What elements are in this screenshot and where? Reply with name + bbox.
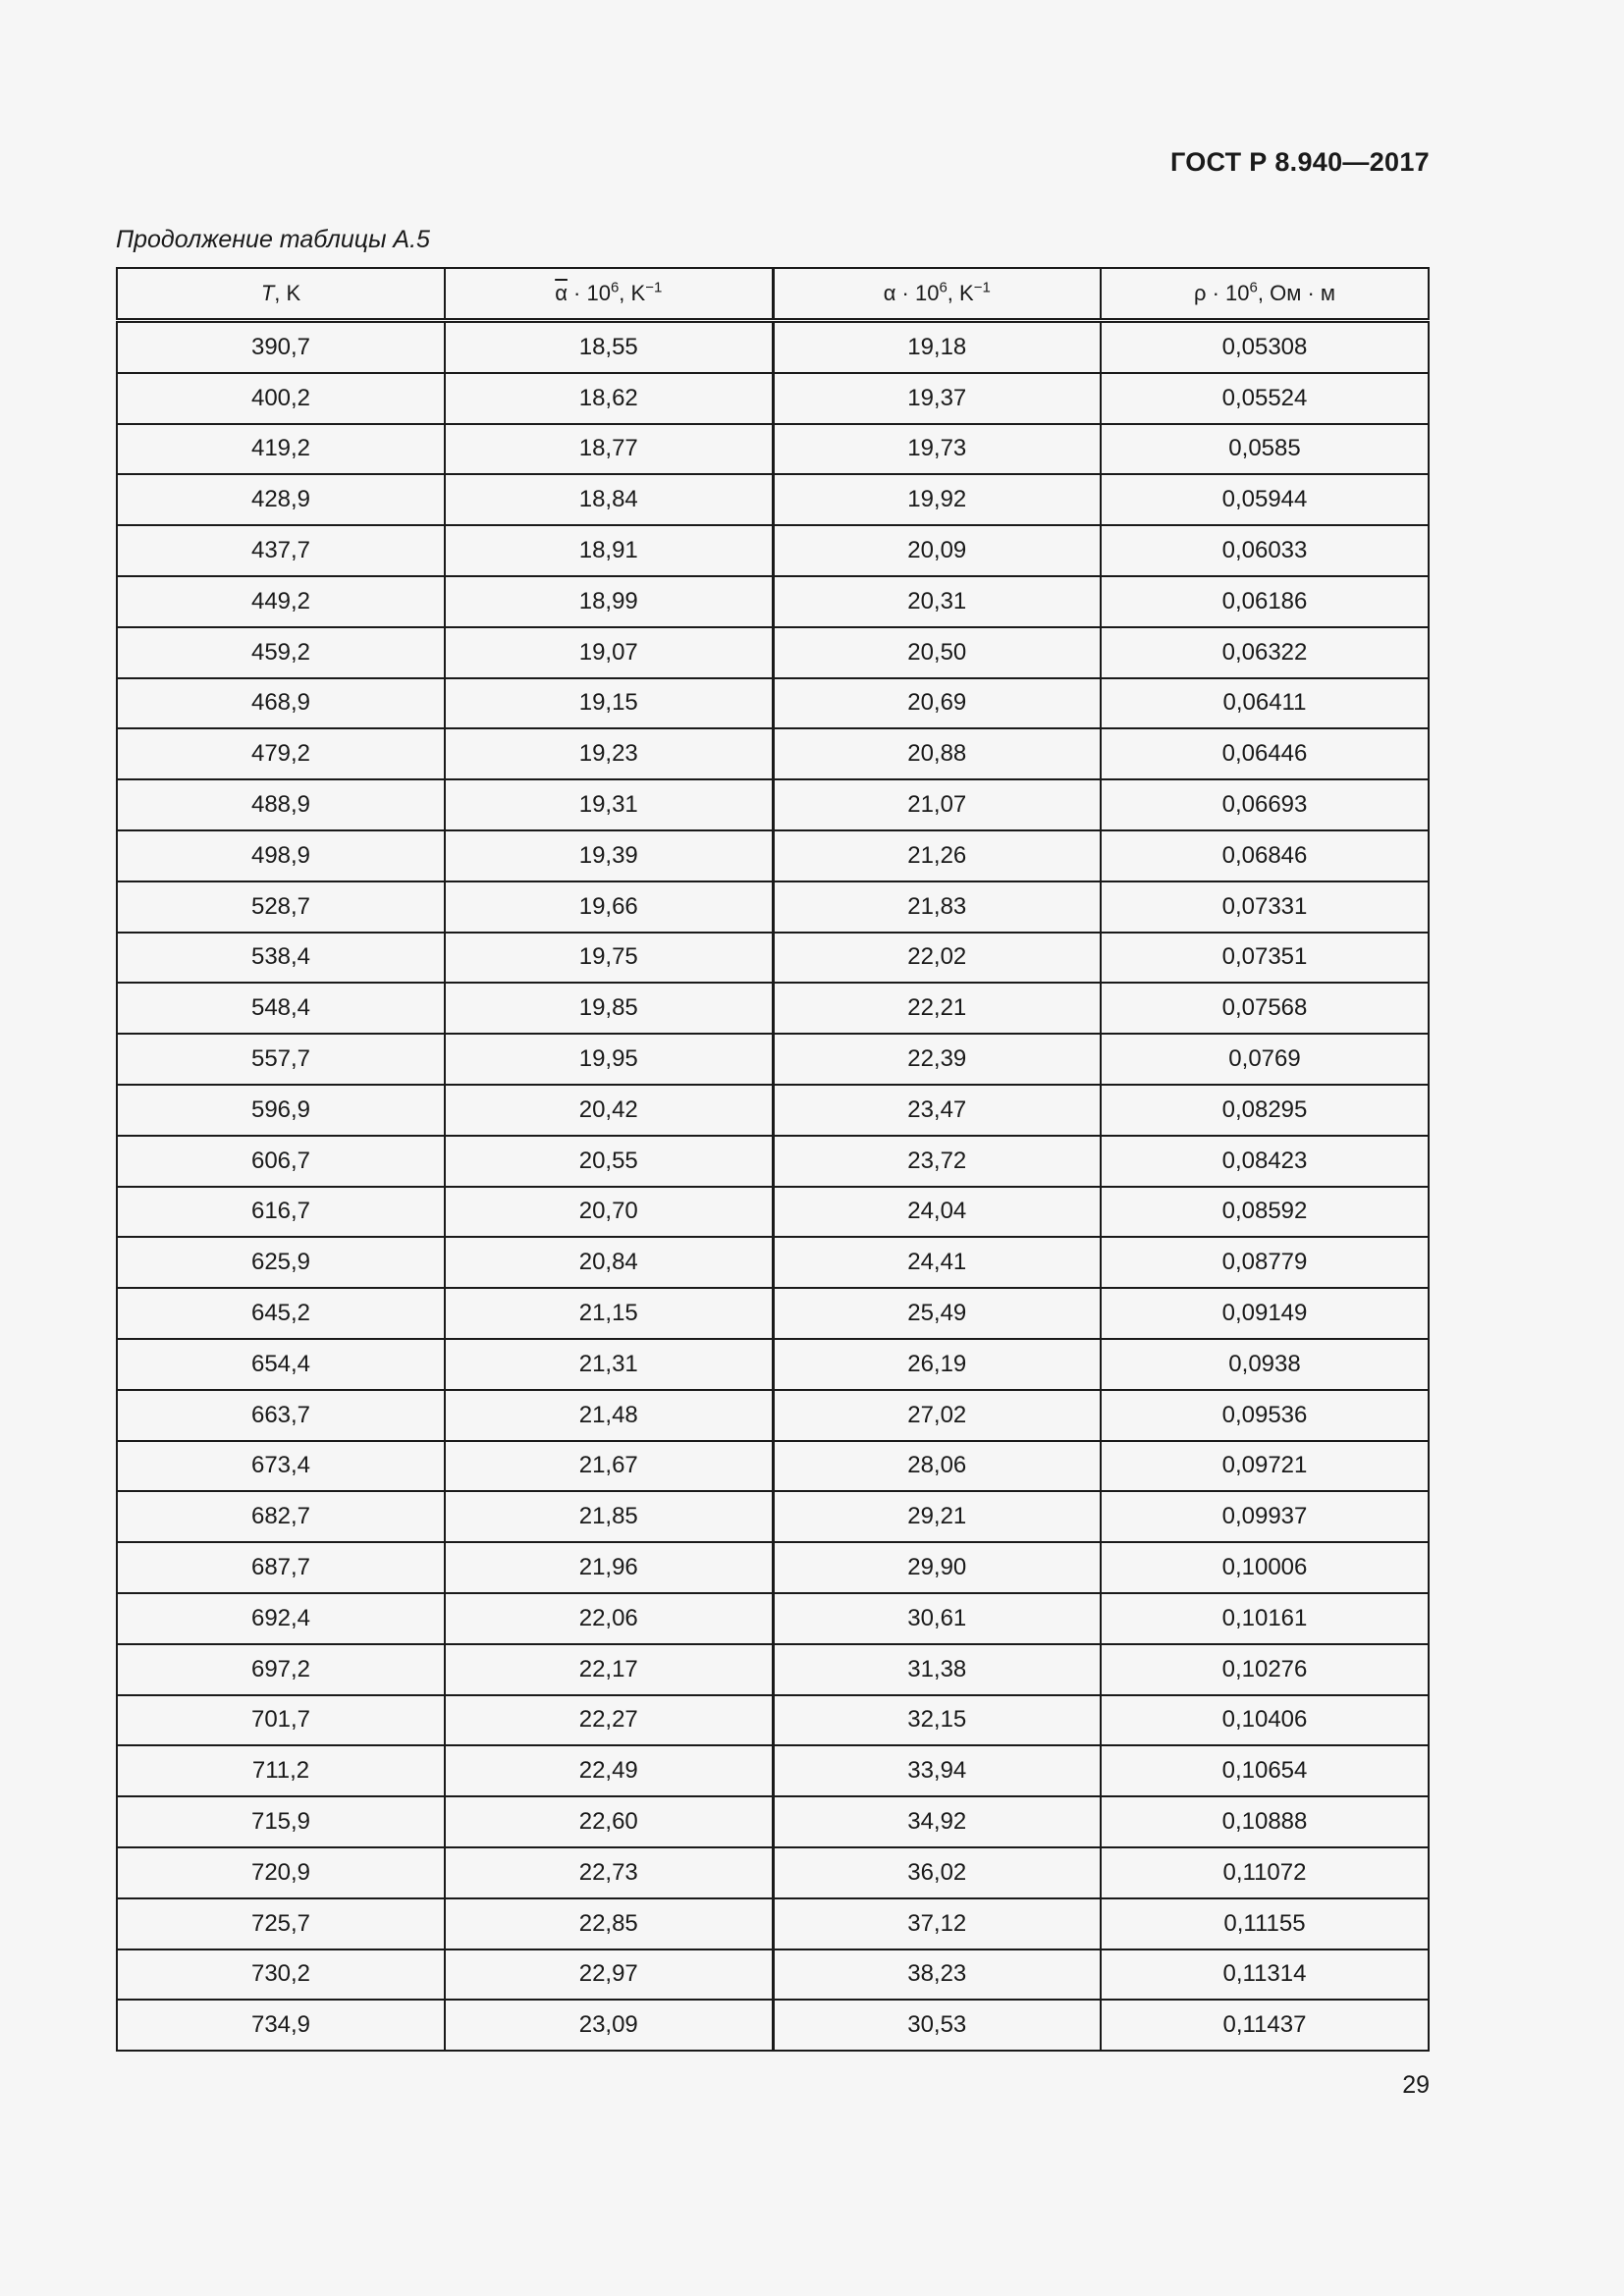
cell-temperature: 673,4 xyxy=(117,1441,445,1492)
data-table xyxy=(116,267,1430,2052)
table-row xyxy=(117,1136,1429,1187)
cell-temperature: 711,2 xyxy=(117,1745,445,1796)
table-row xyxy=(117,728,1429,779)
table-row xyxy=(117,983,1429,1034)
table-row xyxy=(117,1339,1429,1390)
cell-resistivity: 0,10888 xyxy=(1101,1796,1429,1847)
cell-temperature: 459,2 xyxy=(117,627,445,678)
cell-mean-alpha: 22,97 xyxy=(445,1949,773,2001)
cell-mean-alpha: 18,84 xyxy=(445,474,773,525)
table-row xyxy=(117,1491,1429,1542)
cell-temperature: 720,9 xyxy=(117,1847,445,1898)
cell-alpha: 38,23 xyxy=(773,1949,1101,2001)
cell-mean-alpha: 22,60 xyxy=(445,1796,773,1847)
cell-temperature: 692,4 xyxy=(117,1593,445,1644)
cell-alpha: 20,69 xyxy=(773,678,1101,729)
header-resistivity xyxy=(1101,268,1429,321)
cell-alpha: 22,02 xyxy=(773,933,1101,984)
cell-resistivity: 0,06693 xyxy=(1101,779,1429,830)
cell-resistivity: 0,09149 xyxy=(1101,1288,1429,1339)
cell-temperature: 548,4 xyxy=(117,983,445,1034)
table-row xyxy=(117,2000,1429,2051)
header-alpha-unit-exponent: −1 xyxy=(973,279,991,296)
table-row xyxy=(117,1949,1429,2001)
header-rho-unit: , Ом · м xyxy=(1257,281,1336,305)
table-row xyxy=(117,1390,1429,1441)
cell-mean-alpha: 21,85 xyxy=(445,1491,773,1542)
cell-resistivity: 0,08779 xyxy=(1101,1237,1429,1288)
cell-resistivity: 0,07351 xyxy=(1101,933,1429,984)
cell-resistivity: 0,05524 xyxy=(1101,373,1429,424)
cell-mean-alpha: 19,75 xyxy=(445,933,773,984)
cell-alpha: 33,94 xyxy=(773,1745,1101,1796)
cell-temperature: 468,9 xyxy=(117,678,445,729)
cell-resistivity: 0,09536 xyxy=(1101,1390,1429,1441)
cell-temperature: 488,9 xyxy=(117,779,445,830)
cell-resistivity: 0,05944 xyxy=(1101,474,1429,525)
cell-resistivity: 0,10276 xyxy=(1101,1644,1429,1695)
cell-alpha: 30,53 xyxy=(773,2000,1101,2051)
cell-alpha: 32,15 xyxy=(773,1695,1101,1746)
cell-mean-alpha: 21,31 xyxy=(445,1339,773,1390)
cell-alpha: 23,47 xyxy=(773,1085,1101,1136)
table-row xyxy=(117,1796,1429,1847)
header-rho-symbol: ρ xyxy=(1193,281,1207,305)
cell-temperature: 654,4 xyxy=(117,1339,445,1390)
cell-temperature: 437,7 xyxy=(117,525,445,576)
cell-mean-alpha: 20,55 xyxy=(445,1136,773,1187)
cell-alpha: 20,31 xyxy=(773,576,1101,627)
cell-temperature: 663,7 xyxy=(117,1390,445,1441)
header-mean-alpha-unit: , K xyxy=(619,281,646,305)
cell-alpha: 22,21 xyxy=(773,983,1101,1034)
cell-alpha: 31,38 xyxy=(773,1644,1101,1695)
cell-resistivity: 0,06186 xyxy=(1101,576,1429,627)
header-alpha-multiplier: · 10 xyxy=(895,281,940,305)
cell-temperature: 479,2 xyxy=(117,728,445,779)
table-row xyxy=(117,627,1429,678)
cell-alpha: 20,50 xyxy=(773,627,1101,678)
cell-alpha: 21,83 xyxy=(773,881,1101,933)
cell-mean-alpha: 22,06 xyxy=(445,1593,773,1644)
cell-mean-alpha: 19,31 xyxy=(445,779,773,830)
cell-resistivity: 0,11072 xyxy=(1101,1847,1429,1898)
page-number: 29 xyxy=(1402,2071,1430,2099)
table-row xyxy=(117,321,1429,373)
cell-alpha: 30,61 xyxy=(773,1593,1101,1644)
cell-alpha: 19,92 xyxy=(773,474,1101,525)
header-alpha-unit: , K xyxy=(947,281,974,305)
cell-alpha: 36,02 xyxy=(773,1847,1101,1898)
cell-mean-alpha: 20,42 xyxy=(445,1085,773,1136)
cell-temperature: 528,7 xyxy=(117,881,445,933)
cell-resistivity: 0,10406 xyxy=(1101,1695,1429,1746)
cell-temperature: 697,2 xyxy=(117,1644,445,1695)
cell-mean-alpha: 19,85 xyxy=(445,983,773,1034)
table-row xyxy=(117,1593,1429,1644)
table-row xyxy=(117,933,1429,984)
cell-mean-alpha: 19,39 xyxy=(445,830,773,881)
cell-mean-alpha: 18,62 xyxy=(445,373,773,424)
header-temperature xyxy=(117,268,445,321)
table-row xyxy=(117,1644,1429,1695)
cell-resistivity: 0,08423 xyxy=(1101,1136,1429,1187)
table-row xyxy=(117,424,1429,475)
cell-temperature: 725,7 xyxy=(117,1898,445,1949)
cell-alpha: 24,04 xyxy=(773,1187,1101,1238)
table-row xyxy=(117,1441,1429,1492)
cell-resistivity: 0,06322 xyxy=(1101,627,1429,678)
header-rho-multiplier: · 10 xyxy=(1206,281,1250,305)
cell-resistivity: 0,06411 xyxy=(1101,678,1429,729)
cell-mean-alpha: 19,23 xyxy=(445,728,773,779)
cell-mean-alpha: 22,17 xyxy=(445,1644,773,1695)
header-mean-alpha-multiplier: · 10 xyxy=(567,281,611,305)
cell-temperature: 538,4 xyxy=(117,933,445,984)
header-mean-alpha-symbol: $\overline{\alpha}$ xyxy=(555,281,568,305)
cell-resistivity: 0,06446 xyxy=(1101,728,1429,779)
table-row xyxy=(117,1542,1429,1593)
cell-resistivity: 0,07331 xyxy=(1101,881,1429,933)
cell-alpha: 22,39 xyxy=(773,1034,1101,1085)
table-row xyxy=(117,1898,1429,1949)
table-row xyxy=(117,1237,1429,1288)
cell-temperature: 715,9 xyxy=(117,1796,445,1847)
cell-mean-alpha: 20,84 xyxy=(445,1237,773,1288)
document-code: ГОСТ Р 8.940—2017 xyxy=(1169,147,1430,177)
cell-mean-alpha: 22,73 xyxy=(445,1847,773,1898)
table-header-row xyxy=(117,268,1429,321)
cell-resistivity: 0,10654 xyxy=(1101,1745,1429,1796)
cell-mean-alpha: 21,48 xyxy=(445,1390,773,1441)
table-row xyxy=(117,1695,1429,1746)
cell-mean-alpha: 22,27 xyxy=(445,1695,773,1746)
cell-temperature: 419,2 xyxy=(117,424,445,475)
cell-resistivity: 0,11155 xyxy=(1101,1898,1429,1949)
cell-resistivity: 0,06846 xyxy=(1101,830,1429,881)
cell-alpha: 27,02 xyxy=(773,1390,1101,1441)
cell-alpha: 19,18 xyxy=(773,321,1101,373)
table-row xyxy=(117,373,1429,424)
cell-alpha: 19,37 xyxy=(773,373,1101,424)
cell-resistivity: 0,0938 xyxy=(1101,1339,1429,1390)
header-mean-expansion-coefficient xyxy=(445,268,773,321)
cell-temperature: 701,7 xyxy=(117,1695,445,1746)
cell-mean-alpha: 18,77 xyxy=(445,424,773,475)
cell-mean-alpha: 19,07 xyxy=(445,627,773,678)
cell-mean-alpha: 22,85 xyxy=(445,1898,773,1949)
cell-temperature: 498,9 xyxy=(117,830,445,881)
cell-mean-alpha: 19,66 xyxy=(445,881,773,933)
cell-alpha: 20,88 xyxy=(773,728,1101,779)
cell-resistivity: 0,08592 xyxy=(1101,1187,1429,1238)
header-expansion-coefficient xyxy=(773,268,1101,321)
cell-mean-alpha: 18,55 xyxy=(445,321,773,373)
cell-resistivity: 0,10161 xyxy=(1101,1593,1429,1644)
table-row xyxy=(117,1034,1429,1085)
cell-mean-alpha: 22,49 xyxy=(445,1745,773,1796)
header-temperature-unit: , K xyxy=(274,281,301,305)
header-mean-alpha-unit-exponent: −1 xyxy=(645,279,663,296)
cell-temperature: 687,7 xyxy=(117,1542,445,1593)
table-body xyxy=(117,321,1429,2052)
cell-temperature: 606,7 xyxy=(117,1136,445,1187)
cell-alpha: 28,06 xyxy=(773,1441,1101,1492)
cell-alpha: 21,26 xyxy=(773,830,1101,881)
cell-mean-alpha: 21,67 xyxy=(445,1441,773,1492)
cell-alpha: 24,41 xyxy=(773,1237,1101,1288)
cell-temperature: 734,9 xyxy=(117,2000,445,2051)
cell-mean-alpha: 23,09 xyxy=(445,2000,773,2051)
cell-alpha: 20,09 xyxy=(773,525,1101,576)
cell-mean-alpha: 20,70 xyxy=(445,1187,773,1238)
cell-alpha: 19,73 xyxy=(773,424,1101,475)
table-row xyxy=(117,779,1429,830)
table-row xyxy=(117,830,1429,881)
table-row xyxy=(117,881,1429,933)
cell-temperature: 390,7 xyxy=(117,321,445,373)
cell-resistivity: 0,07568 xyxy=(1101,983,1429,1034)
cell-temperature: 596,9 xyxy=(117,1085,445,1136)
cell-resistivity: 0,05308 xyxy=(1101,321,1429,373)
cell-alpha: 26,19 xyxy=(773,1339,1101,1390)
cell-resistivity: 0,09937 xyxy=(1101,1491,1429,1542)
header-temperature-symbol: T xyxy=(260,281,275,305)
cell-resistivity: 0,0585 xyxy=(1101,424,1429,475)
table-row xyxy=(117,1187,1429,1238)
table-row xyxy=(117,678,1429,729)
cell-resistivity: 0,11314 xyxy=(1101,1949,1429,2001)
cell-resistivity: 0,0769 xyxy=(1101,1034,1429,1085)
cell-mean-alpha: 21,15 xyxy=(445,1288,773,1339)
cell-temperature: 645,2 xyxy=(117,1288,445,1339)
cell-mean-alpha: 18,99 xyxy=(445,576,773,627)
cell-mean-alpha: 19,15 xyxy=(445,678,773,729)
cell-alpha: 34,92 xyxy=(773,1796,1101,1847)
header-rho-exponent: 6 xyxy=(1249,279,1258,296)
cell-temperature: 428,9 xyxy=(117,474,445,525)
cell-temperature: 557,7 xyxy=(117,1034,445,1085)
cell-resistivity: 0,08295 xyxy=(1101,1085,1429,1136)
header-alpha-symbol: α xyxy=(883,281,896,305)
cell-temperature: 449,2 xyxy=(117,576,445,627)
cell-alpha: 21,07 xyxy=(773,779,1101,830)
cell-temperature: 730,2 xyxy=(117,1949,445,2001)
cell-alpha: 29,90 xyxy=(773,1542,1101,1593)
cell-resistivity: 0,10006 xyxy=(1101,1542,1429,1593)
table-row xyxy=(117,525,1429,576)
cell-alpha: 37,12 xyxy=(773,1898,1101,1949)
cell-alpha: 23,72 xyxy=(773,1136,1101,1187)
table-row xyxy=(117,1288,1429,1339)
cell-alpha: 25,49 xyxy=(773,1288,1101,1339)
cell-temperature: 682,7 xyxy=(117,1491,445,1542)
header-alpha-exponent: 6 xyxy=(939,279,947,296)
table-row xyxy=(117,1085,1429,1136)
cell-mean-alpha: 19,95 xyxy=(445,1034,773,1085)
cell-temperature: 400,2 xyxy=(117,373,445,424)
cell-mean-alpha: 21,96 xyxy=(445,1542,773,1593)
table-row xyxy=(117,1847,1429,1898)
cell-mean-alpha: 18,91 xyxy=(445,525,773,576)
header-mean-alpha-exponent: 6 xyxy=(610,279,620,296)
table-row xyxy=(117,474,1429,525)
table-caption: Продолжение таблицы А.5 xyxy=(116,226,430,253)
table-row xyxy=(117,1745,1429,1796)
cell-resistivity: 0,11437 xyxy=(1101,2000,1429,2051)
cell-alpha: 29,21 xyxy=(773,1491,1101,1542)
cell-temperature: 616,7 xyxy=(117,1187,445,1238)
cell-temperature: 625,9 xyxy=(117,1237,445,1288)
table-row xyxy=(117,576,1429,627)
cell-resistivity: 0,06033 xyxy=(1101,525,1429,576)
cell-resistivity: 0,09721 xyxy=(1101,1441,1429,1492)
